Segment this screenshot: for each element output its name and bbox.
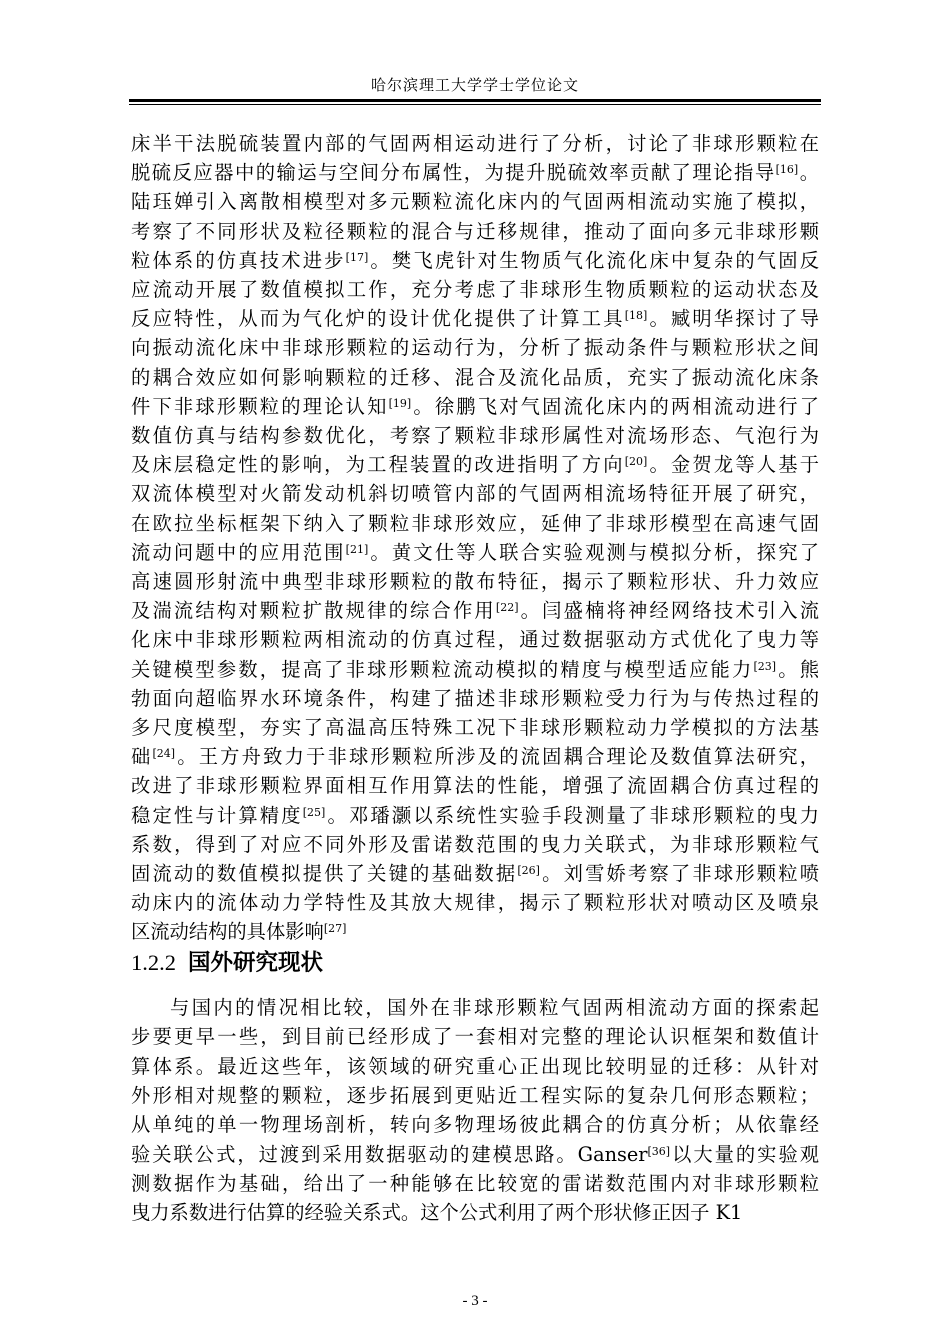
line-text-tail: 。刘雪娇考察了非球形颗粒喷 xyxy=(539,862,820,885)
line-text: 床半干法脱硫装置内部的气固两相运动进行了分析，讨论了非球形颗粒在 xyxy=(131,132,819,155)
text-line xyxy=(131,891,819,915)
header-rule xyxy=(129,99,821,102)
text-line xyxy=(131,132,819,156)
line-text: 系数，得到了对应不同外形及雷诺数范围的曳力关联式，为非球形颗粒气 xyxy=(131,832,819,856)
text-line xyxy=(131,1055,819,1079)
line-text: 勃面向超临界水环境条件，构建了描述非球形颗粒受力行为与传热过程的 xyxy=(131,686,819,710)
citation-ref: [36] xyxy=(647,1144,671,1158)
line-text: 测数据作为基础，给出了一种能够在比较宽的雷诺数范围内对非球形颗粒 xyxy=(131,1171,819,1195)
line-text: 外形相对规整的颗粒，逐步拓展到更贴近工程实际的复杂几何形态颗粒； xyxy=(131,1083,819,1107)
text-line xyxy=(131,161,819,185)
line-text: 数值仿真与结构参数优化，考察了颗粒非球形属性对流场形态、气泡行为 xyxy=(131,424,819,447)
running-header: 哈尔滨理工大学学士学位论文 xyxy=(370,76,579,94)
text-line xyxy=(131,453,819,477)
text-line xyxy=(131,220,819,244)
text-line xyxy=(131,628,819,652)
line-text-tail: 。徐鹏飞对气固流化床内的两相流动进行了 xyxy=(411,394,819,418)
text-line xyxy=(131,920,819,944)
text-line xyxy=(131,482,819,506)
text-line xyxy=(131,1113,819,1137)
line-text: 在欧拉坐标框架下纳入了颗粒非球形效应，延伸了非球形模型在高速气固 xyxy=(131,511,819,535)
text-line xyxy=(131,541,819,565)
section-number: 1.2.2 xyxy=(131,950,176,975)
text-line xyxy=(131,862,819,886)
text-line xyxy=(170,996,819,1020)
line-text: 考察了不同形状及粒径颗粒的混合与迁移规律，推动了面向多元非球形颗 xyxy=(131,219,819,243)
text-line xyxy=(131,190,819,214)
text-line xyxy=(131,424,819,448)
line-text: 应流动开展了数值模拟工作，充分考虑了非球形生物质颗粒的运动状态及 xyxy=(131,278,819,301)
line-text: 向振动流化床中非球形颗粒的运动行为，分析了振动条件与颗粒形状之间 xyxy=(131,336,819,360)
citation-ref: [20] xyxy=(624,455,648,469)
line-text-tail: 以大量的实验观 xyxy=(670,1142,819,1166)
text-line xyxy=(131,336,819,360)
line-text: 础 xyxy=(131,745,153,769)
line-text: 区流动结构的具体影响 xyxy=(131,920,324,944)
line-text-tail: 。金贺龙等人基于 xyxy=(647,453,819,477)
header-rule-thin xyxy=(129,104,821,105)
line-text-tail: 。熊 xyxy=(776,657,820,681)
line-text-tail: 。樊飞虎针对生物质气化流化床中复杂的气固反 xyxy=(368,248,820,272)
citation-ref: [23] xyxy=(753,659,777,673)
line-text: 关键模型参数，提高了非球形颗粒流动模拟的精度与模型适应能力 xyxy=(131,657,754,681)
text-line xyxy=(131,395,819,419)
citation-ref: [16] xyxy=(775,163,799,177)
citation-ref: [27] xyxy=(323,922,347,936)
line-text: 粒体系的仿真技术进步 xyxy=(131,248,346,272)
line-text: 高速圆形射流中典型非球形颗粒的散布特征，揭示了颗粒形状、升力效应 xyxy=(131,570,819,593)
line-text: 及床层稳定性的影响，为工程装置的改进指明了方向 xyxy=(131,453,625,477)
line-text: 曳力系数进行估算的经验关系式。这个公式利用了两个形状修正因子 K1 xyxy=(131,1201,743,1225)
line-text: 陆珏婵引入离散相模型对多元颗粒流化床内的气固两相流动实施了模拟， xyxy=(131,190,819,214)
text-line xyxy=(131,1172,819,1196)
text-line xyxy=(131,658,819,682)
citation-ref: [26] xyxy=(517,863,540,877)
citation-ref: [21] xyxy=(345,542,369,556)
text-line xyxy=(131,249,819,273)
line-text-tail: 。 xyxy=(798,161,819,185)
text-line xyxy=(131,1025,819,1049)
line-text: 动床内的流体动力学特性及其放大规律，揭示了颗粒形状对喷动区及喷泉 xyxy=(131,891,819,915)
text-line xyxy=(131,745,819,769)
line-text-tail: 。闫盛楠将神经网络技术引入流 xyxy=(518,599,820,623)
citation-ref: [17] xyxy=(345,250,369,264)
line-text: 件下非球形颗粒的理论认知 xyxy=(131,394,389,418)
citation-ref: [25] xyxy=(302,805,326,819)
line-text: 改进了非球形颗粒界面相互作用算法的性能，增强了流固耦合仿真过程的 xyxy=(131,774,819,798)
line-text: 稳定性与计算精度 xyxy=(131,803,303,827)
text-line xyxy=(131,307,819,331)
line-text: 的耦合效应如何影响颗粒的迁移、混合及流化品质，充实了振动流化床条 xyxy=(131,365,819,389)
text-line xyxy=(131,1201,819,1225)
text-line xyxy=(131,804,819,828)
line-text: 多尺度模型，夯实了高温高压特殊工况下非球形颗粒动力学模拟的方法基 xyxy=(131,716,819,739)
line-text: 步要更早一些，到目前已经形成了一套相对完整的理论认识框架和数值计 xyxy=(131,1025,819,1049)
line-text: 脱硫反应器中的输运与空间分布属性，为提升脱硫效率贡献了理论指导 xyxy=(131,161,776,185)
citation-ref: [19] xyxy=(388,396,412,410)
line-text-tail: 。臧明华探讨了导 xyxy=(647,307,819,331)
line-text: 流动问题中的应用范围 xyxy=(131,540,346,564)
citation-ref: [18] xyxy=(624,309,648,323)
line-text: 及湍流结构对颗粒扩散规律的综合作用 xyxy=(131,599,496,623)
citation-ref: [24] xyxy=(152,747,176,761)
line-text-tail: 。王方舟致力于非球形颗粒所涉及的流固耦合理论及数值算法研究， xyxy=(175,745,820,769)
line-text: 与国内的情况相比较，国外在非球形颗粒气固两相流动方面的探索起 xyxy=(170,996,819,1019)
text-line xyxy=(131,1143,819,1167)
text-line xyxy=(131,687,819,711)
text-line xyxy=(131,570,819,594)
text-line xyxy=(131,774,819,798)
line-text-tail: 。邓璠灏以系统性实验手段测量了非球形颗粒的曳力 xyxy=(325,803,819,827)
text-line xyxy=(131,366,819,390)
line-text: 从单纯的单一物理场剖析，转向多物理场彼此耦合的仿真分析；从依靠经 xyxy=(131,1113,819,1137)
line-text-tail: 。黄文仕等人联合实验观测与模拟分析，探究了 xyxy=(368,540,820,564)
line-text: 算体系。最近这些年，该领域的研究重心正出现比较明显的迁移：从针对 xyxy=(131,1054,819,1078)
text-line xyxy=(131,599,819,623)
line-text: 反应特性，从而为气化炉的设计优化提供了计算工具 xyxy=(131,307,625,331)
line-text: 验关联公式，过渡到采用数据驱动的建模思路。Ganser xyxy=(131,1142,648,1166)
text-line xyxy=(131,716,819,740)
text-line xyxy=(131,1084,819,1108)
line-text: 固流动的数值模拟提供了关键的基础数据 xyxy=(131,862,518,885)
line-text: 化床中非球形颗粒两相流动的仿真过程，通过数据驱动方式优化了曳力等 xyxy=(131,628,819,652)
text-line xyxy=(131,278,819,302)
page-number: - 3 - xyxy=(462,1293,488,1309)
line-text: 双流体模型对火箭发动机斜切喷管内部的气固两相流场特征开展了研究， xyxy=(131,482,819,506)
text-line xyxy=(131,512,819,536)
section-title: 国外研究现状 xyxy=(188,950,324,976)
section-heading xyxy=(131,948,819,978)
text-line xyxy=(131,833,819,857)
citation-ref: [22] xyxy=(495,601,519,615)
